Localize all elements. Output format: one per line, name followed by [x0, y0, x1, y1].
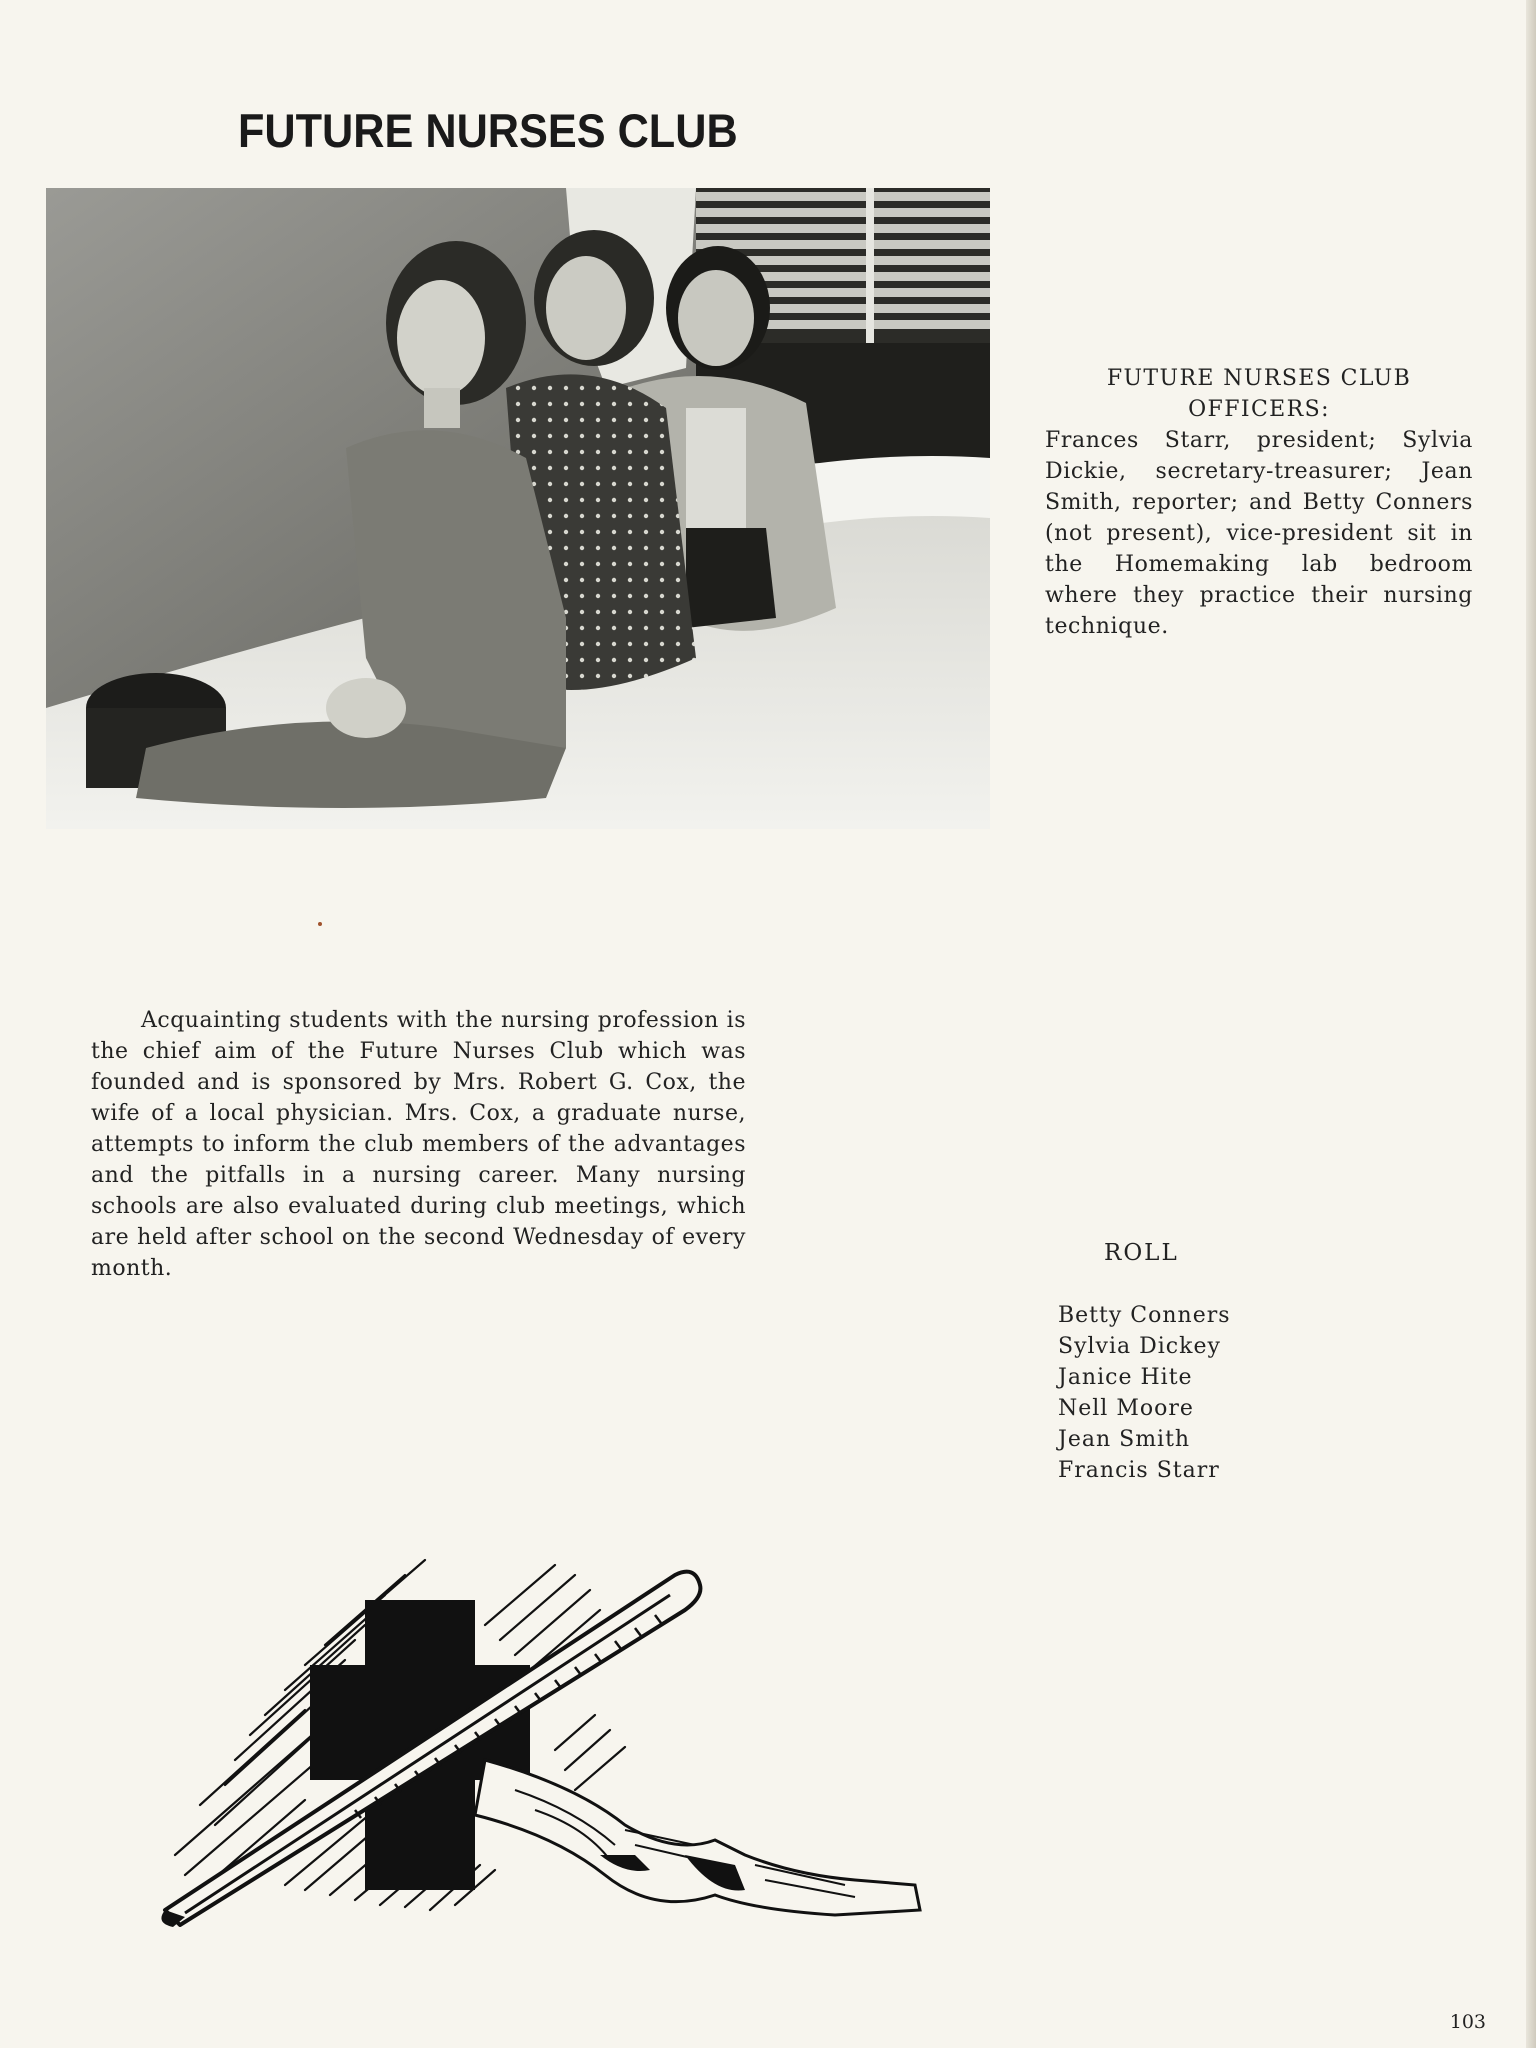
roll-member: Nell Moore — [1058, 1396, 1194, 1421]
paper-speck — [318, 922, 322, 926]
roll-member: Sylvia Dickey — [1058, 1334, 1221, 1359]
article-paragraph: Acquainting students with the nursing profession is the chief aim of the Future Nurses Club which was founded and is sponsored by Mrs. Robert G. Cox, the wife of a local physician. Mrs. Cox, a graduate nurse, attempts to inform the club members of the advantages and the pitfalls in a nursing career. Many nursing schools are also evaluated during club meetings, which are held after school on the second Wednesday of every month. — [91, 1008, 746, 1281]
roll-member: Francis Starr — [1058, 1458, 1220, 1483]
caption-heading: FUTURE NURSES CLUB — [1106, 366, 1412, 391]
page-edge — [1526, 0, 1536, 2048]
roll-member: Betty Conners — [1058, 1303, 1231, 1328]
roll-list — [1058, 1300, 1231, 1486]
roll-heading: ROLL — [1104, 1240, 1179, 1266]
caption-body: Frances Starr, president; Sylvia Dickie, secretary-treasurer; Jean Smith, reporter; and Betty Conners (not present), vice-president sit in the Homemaking lab bedroom where they practice their nursing technique. — [1045, 428, 1473, 639]
roll-member: Janice Hite — [1058, 1365, 1193, 1390]
red-cross-thermometer-icon — [155, 1555, 1005, 1930]
page-title: FUTURE NURSES CLUB — [238, 104, 738, 158]
roll-member: Jean Smith — [1058, 1427, 1191, 1452]
page-number: 103 — [1449, 2011, 1486, 2033]
photo-caption — [1045, 363, 1473, 642]
officers-photo — [46, 188, 990, 829]
caption-subheading: OFFICERS: — [1188, 397, 1330, 422]
